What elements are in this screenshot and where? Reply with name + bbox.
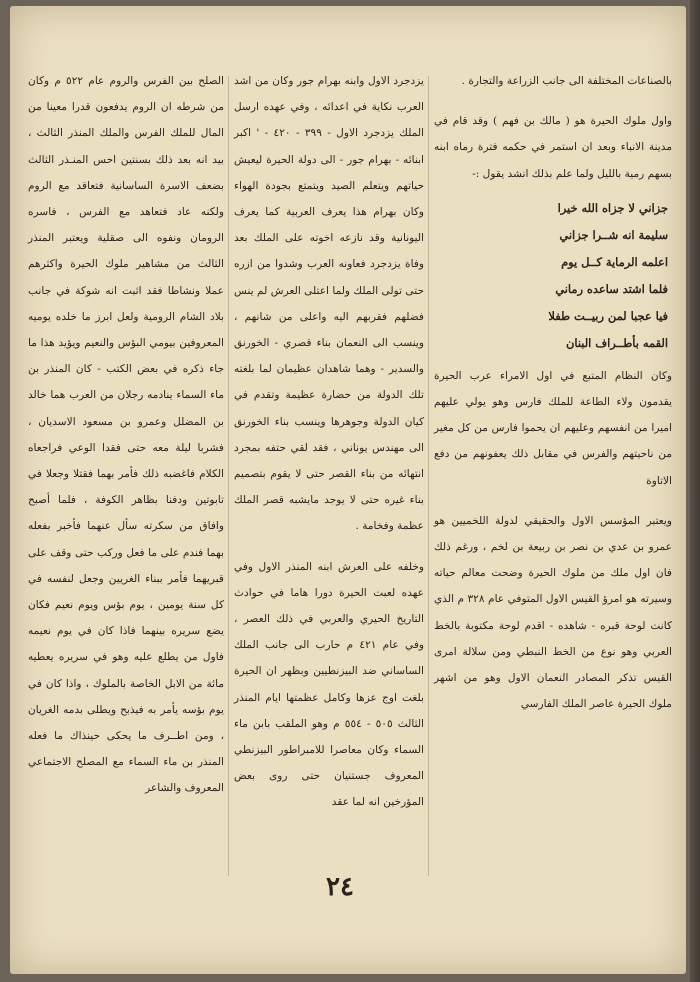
verse-line: سليمة انه شــرا جزاني xyxy=(559,227,668,242)
verse-line: القمه بأطــراف البنان xyxy=(565,335,668,350)
paragraph: الصلح بين الفرس والروم عام ٥٢٢ م وكان من شرطه ان الروم يدفعون قدرا معينا من المال للملك الفرس والملك المنذر الثالث ، بيد انه بعد ذلك بسنتين احس المنـذر الثالث بضعف الاسرة الساسانية فتعاقد مع الروم ولكنه عاد فتعاهد مع الفرس ، فاسره الرومان ونفوه الى صقلية ويعتبر المنذر الثالث من مشاهير ملوك الحيرة واكثرهم عملا ونشاطا فقد اثبت انه شوكة في جانب بلاد الشام الرومية ولعل ابرز ما خلده يوميه المعروفين بيومي البؤس والنعيم ويؤيد هذا ما جاء ذكره في بعض الكتب - كان المنذر بن ماء السماء ينادمه رجلان من العرب هما خالد بن المضلل وعمرو بن مسعود الاسديان ، فشربا ليلة معه حتى فقدا الوعي فراجعاه الكلام فاغضبه ذلك فأمر بهما فقتلا وجعلا في تابوتين ودفنا بظاهر الكوفة ، فلما أصبح وافاق من سكرته سأل عنهما فأخبر بفعله بهما فندم على ما فعل وركب حتى وقف على قبريهما فأمر ببناء الغريين وجعل لنفسه في كل سنة يومين ، يوم بؤس ويوم نعيم فكان يضع سريره بينهما فاذا كان في يوم نعيمه فاول من يطلع عليه وهو في سريره يعطيه مائة من الابل الخاصة بالملوك ، واذا كان في يوم بؤسه يأمر به فيذبح ويطلى بدمه الغريان ، ومن اطــرف ما يحكى حينذاك ما فعله المنذر بن ماء السماء مع المصلح الاجتماعي المعروف والشاعر xyxy=(28,75,224,795)
verse-line: جزاني لا جزاه الله خيرا xyxy=(557,200,668,215)
column-divider xyxy=(228,76,229,876)
column-left xyxy=(28,68,224,802)
poem-verses xyxy=(434,195,672,357)
verse-line: فيا عجبا لمن ربيــت طفلا xyxy=(548,308,668,323)
verse-line: فلما اشتد ساعده رماني xyxy=(555,281,668,296)
paragraph: واول ملوك الحيرة هو ( مالك بن فهم ) وقد قام في مدينة الانباء وبعد ان استمر في حكمه فترة رماه ابنه بسهم رمية بالليل ولما علم بذلك انشد يقول :- xyxy=(434,115,672,180)
column-middle xyxy=(234,68,424,816)
paragraph: بالصناعات المختلفة الى جانب الزراعة والتجارة . xyxy=(461,75,672,87)
column-divider xyxy=(428,76,429,876)
paragraph: يزدجرد الاول وابنه بهرام جور وكان من اشد العرب نكاية في اعدائه ، وفي عهده ارسل الملك يزدجرد الاول - ٣٩٩ - ٤٢٠ - ' اكبر ابنائه - بهرام جور - الى دولة الحيرة ليعيش حياتهم ويتعلم الصيد ويتمتع بجودة الهواء وكان بهرام هذا يعرف العربية كما يعرف اليونانية وقد نازعه اخوته على الملك بعد وفاة يزدجرد فعاونه العرب وشدوا من ازره حتى تولى الملك ولما اعتلى العرش لم ينس فضلهم فقربهم اليه واعلى من شانهم ، وينسب الى النعمان بناء قصري - الخورنق والسدير - وهما شاهدان عظيمان لما بلغته تلك الدولة من حضارة عظيمة وتقدم في كيان الدولة وجوهرها وينسب بناء الخورنق الى مهندس يوناني ، فقد لقي حتفه بمجرد انتهائه من بناء القصر حتى لا يقوم بتصميم بناء غيره حتى لا يوجد مايشبه قصر الملك عظمة وفخامة . xyxy=(234,75,424,533)
document-page xyxy=(10,6,686,974)
verse-line: اعلمه الرماية كــل يوم xyxy=(561,254,668,269)
page-number: ٢٤ xyxy=(326,872,354,902)
paragraph: وكان النظام المتبع في اول الامراء عرب الحيرة يقدمون ولاء الطاعة للملك فارس وهو يولي عليهم اميرا من انفسهم وعليهم ان يحموا فارس من كل مغير من ناحيتهم والفرس في مقابل ذلك يعفونهم من دفع الاتاوة xyxy=(434,369,672,487)
binding-edge xyxy=(690,0,700,982)
column-right xyxy=(434,68,672,717)
paragraph: ويعتبر المؤسس الاول والحقيقي لدولة اللخميين هو عمرو بن عدي بن نصر بن ربيعة بن لخم ، ورغم ذلك فان اول ملك من ملوك الحيرة وضحت معالم حياته وسيرته هو امرؤ القيس الاول المتوفي عام ٣٢٨ م الذي كانت لوحة قبره - شاهده - اقدم لوحة مكتوبة بالخط العربي وهو نوع من الخط النبطي ومن سلالة امرى القيس تذكر المصادر النعمان الاول وهو من اشهر ملوك الحيرة عاصر الملك الفارسي xyxy=(434,514,672,711)
paragraph: وخلفه على العرش ابنه المنذر الاول وفي عهده لعبت الحيرة دورا هاما في حوادث التاريخ الحيري والعربي في ذلك العصر ، وفي عام ٤٢١ م حارب الى جانب الملك الساساني ضد البيزنطيين وبظهر ان الحيرة بلغت اوج عزها وكامل عظمتها ايام المنذر الثالث ٥٠٥ - ٥٥٤ م وهو الملقب بابن ماء السماء وكان معاصرا للامبراطور البيزنطي المعروف جستنيان حتى روى بعض المؤرخين انه لما عقد xyxy=(234,560,425,809)
